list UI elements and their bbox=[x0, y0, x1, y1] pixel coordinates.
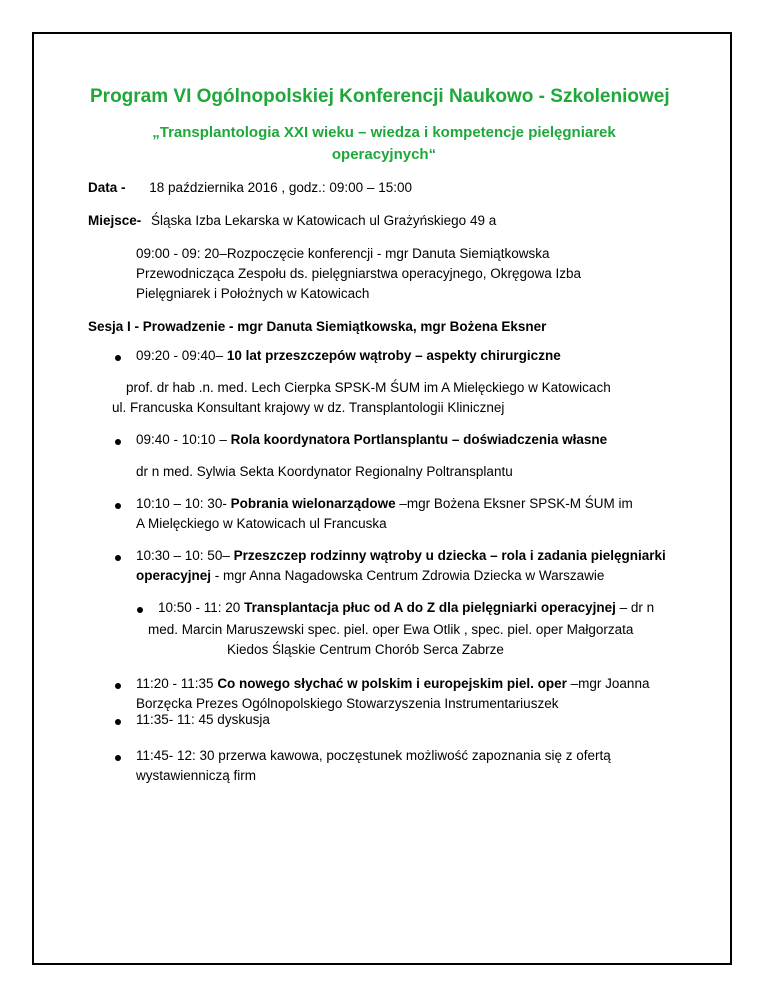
bullet-icon bbox=[137, 607, 143, 613]
agenda-item-8: 11:45- 12: 30 przerwa kawowa, poczęstunek możliwość zapoznania się z ofertą bbox=[136, 748, 611, 763]
bullet-icon bbox=[115, 683, 121, 689]
agenda-item-4 bbox=[136, 548, 666, 563]
agenda-item-6 bbox=[136, 676, 649, 691]
item-5-line3: Kiedos Śląskie Centrum Chorób Serca Zabrze bbox=[227, 642, 504, 657]
item-topic: Pobrania wielonarządowe bbox=[230, 496, 396, 511]
agenda-item-1 bbox=[136, 348, 561, 363]
item-2-speaker: dr n med. Sylwia Sekta Koordynator Regionalny Poltransplantu bbox=[136, 464, 513, 479]
place-row bbox=[88, 213, 496, 228]
item-speaker: –mgr Bożena Eksner SPSK-M ŚUM im bbox=[395, 496, 633, 511]
agenda-item-3 bbox=[136, 496, 633, 511]
item-topic: Przeszczep rodzinny wątroby u dziecka – rola i zadania pielęgniarki bbox=[233, 548, 666, 563]
item-3-line2: A Mielęckiego w Katowicach ul Francuska bbox=[136, 516, 387, 531]
item-time: 09:20 - 09:40– bbox=[136, 348, 227, 363]
item-speaker: – dr n bbox=[615, 600, 655, 615]
session-heading: Sesja I - Prowadzenie - mgr Danuta Siemiątkowska, mgr Bożena Eksner bbox=[88, 319, 547, 334]
opening-line1: 09:00 - 09: 20–Rozpoczęcie konferencji - mgr Danuta Siemiątkowska bbox=[136, 246, 550, 261]
agenda-item-7: 11:35- 11: 45 dyskusja bbox=[136, 712, 270, 727]
item-topic: Rola koordynatora Portlansplantu – doświadczenia własne bbox=[230, 432, 608, 447]
item-1-speaker-line1: prof. dr hab .n. med. Lech Cierpka SPSK-M ŚUM im A Mielęckiego w Katowicach bbox=[126, 380, 611, 395]
item-time: 09:40 - 10:10 – bbox=[136, 432, 231, 447]
item-time: 10:10 – 10: 30- bbox=[136, 496, 231, 511]
page-title: Program VI Ogólnopolskiej Konferencji Naukowo - Szkoleniowej bbox=[90, 86, 670, 107]
conference-subtitle-line1: „Transplantologia XXI wieku – wiedza i kompetencje pielęgniarek bbox=[152, 124, 616, 141]
item-topic: Co nowego słychać w polskim i europejskim piel. oper bbox=[217, 676, 567, 691]
item-time: 10:50 - 11: 20 bbox=[158, 600, 245, 615]
bullet-icon bbox=[115, 755, 121, 761]
item-topic-cont: operacyjnej bbox=[136, 568, 212, 583]
date-label: Data - bbox=[88, 180, 126, 195]
bullet-icon bbox=[115, 719, 121, 725]
date-value: 18 października 2016 , godz.: 09:00 – 15:00 bbox=[149, 180, 412, 195]
conference-subtitle-line2: operacyjnych“ bbox=[331, 146, 437, 163]
item-5-line2: med. Marcin Maruszewski spec. piel. oper Ewa Otlik , spec. piel. oper Małgorzata bbox=[148, 622, 634, 637]
place-value: Śląska Izba Lekarska w Katowicach ul Grażyńskiego 49 a bbox=[151, 213, 497, 228]
item-time: 10:30 – 10: 50– bbox=[136, 548, 234, 563]
place-label: Miejsce- bbox=[88, 213, 142, 228]
opening-line2: Przewodnicząca Zespołu ds. pielęgniarstwa operacyjnego, Okręgowa Izba bbox=[136, 266, 581, 281]
item-time: 11:20 - 11:35 bbox=[136, 676, 218, 691]
agenda-item-4-line2 bbox=[136, 568, 604, 583]
agenda-item-2 bbox=[136, 432, 607, 447]
bullet-icon bbox=[115, 555, 121, 561]
opening-line3: Pielęgniarek i Położnych w Katowicach bbox=[136, 286, 370, 301]
bullet-icon bbox=[115, 439, 121, 445]
date-row bbox=[88, 180, 412, 195]
bullet-icon bbox=[115, 355, 121, 361]
item-speaker: –mgr Joanna bbox=[566, 676, 650, 691]
item-1-speaker-line2: ul. Francuska Konsultant krajowy w dz. Transplantologii Klinicznej bbox=[112, 400, 505, 415]
item-speaker: - mgr Anna Nagadowska Centrum Zdrowia Dziecka w Warszawie bbox=[211, 568, 605, 583]
item-8-line2: wystawienniczą firm bbox=[136, 768, 257, 783]
agenda-item-5 bbox=[158, 600, 654, 615]
item-topic: 10 lat przeszczepów wątroby – aspekty chirurgiczne bbox=[226, 348, 561, 363]
item-topic: Transplantacja płuc od A do Z dla pielęgniarki operacyjnej bbox=[244, 600, 616, 615]
bullet-icon bbox=[115, 503, 121, 509]
item-6-line2: Borzęcka Prezes Ogólnopolskiego Stowarzyszenia Instrumentariuszek bbox=[136, 696, 559, 711]
